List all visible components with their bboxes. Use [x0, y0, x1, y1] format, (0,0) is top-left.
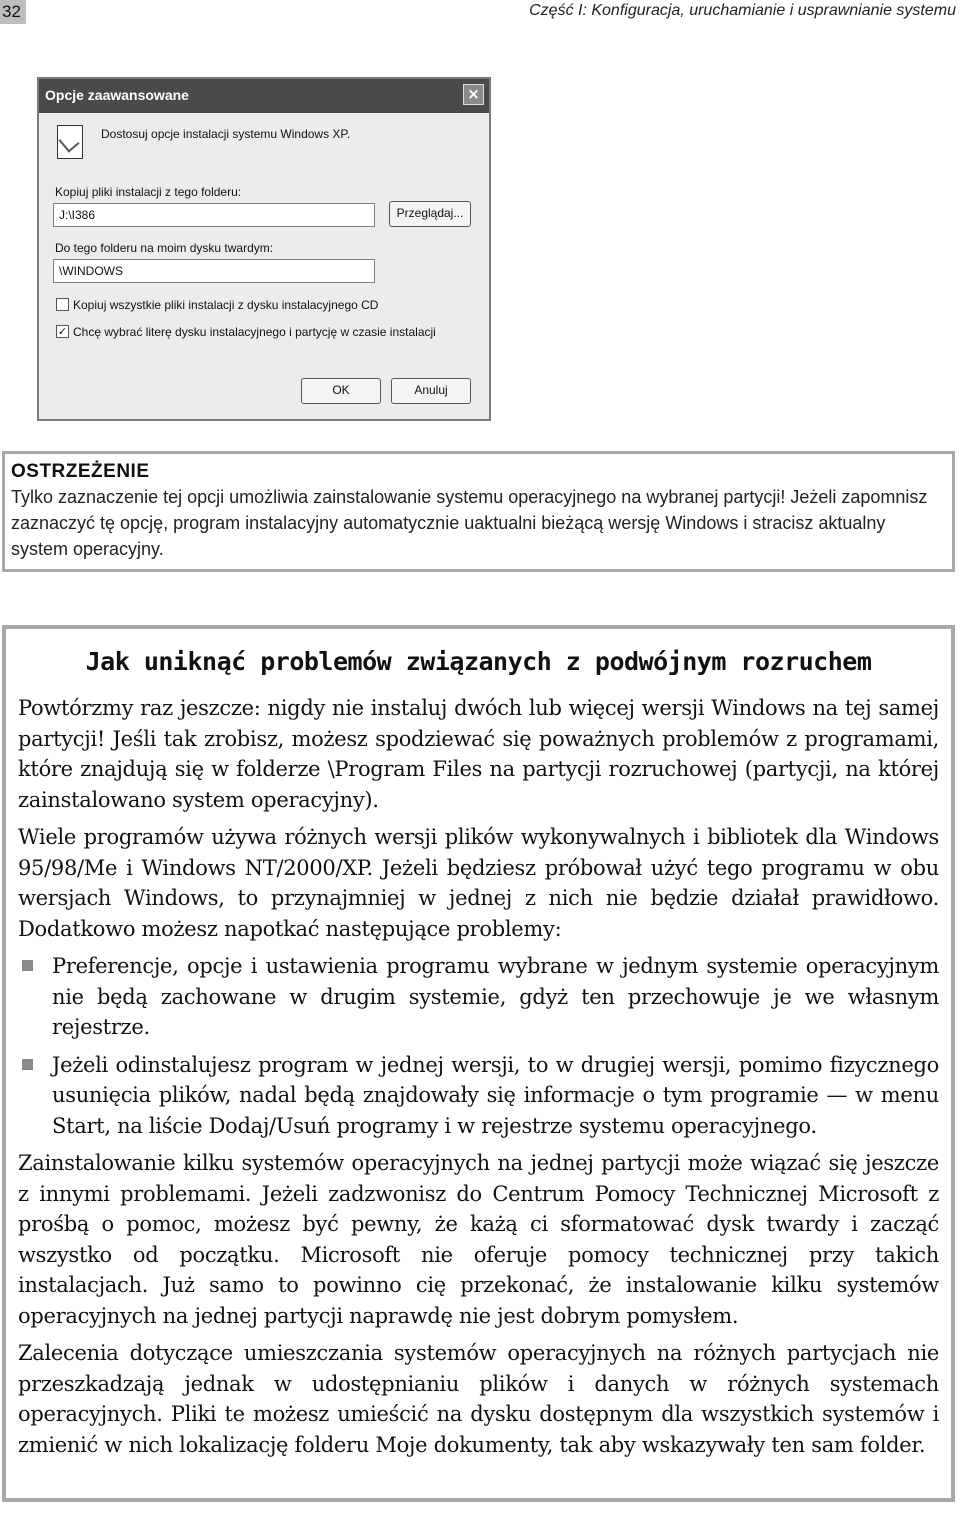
list-item-text: Jeżeli odinstalujesz program w jednej wersji, to w drugiej wersji, pomimo fizycznego usunięcia plików, nadal będą znajdowały się informacje o tym programie — w menu Start, na liście Dodaj/Usuń programy i w rejestrze systemu operacyjnego. — [52, 1052, 939, 1138]
copy-all-checkbox[interactable] — [56, 298, 69, 311]
page-number: 32 — [0, 0, 26, 24]
choose-partition-checkbox[interactable]: ✓ — [57, 325, 68, 338]
destination-input[interactable]: \WINDOWS — [53, 259, 375, 283]
copy-from-input[interactable]: J:\I386 — [53, 203, 375, 227]
bullet-square-icon — [22, 1059, 33, 1070]
bullet-square-icon — [22, 960, 33, 971]
copy-all-label: Kopiuj wszystkie pliki instalacji z dysku instalacyjnego CD — [73, 298, 379, 312]
dialog-titlebar — [39, 79, 489, 113]
sidebar-paragraph-2: Wiele programów używa różnych wersji plików wykonywalnych i bibliotek dla Windows 95/98/Me i Windows NT/2000/XP. Jeżeli będziesz próbował użyć tego programu w obu wersjach Windows, to przynajmniej w jednej z nich nie będzie działał prawidłowo. Dodatkowo możesz napotkać następujące problemy: — [18, 825, 939, 941]
close-icon[interactable]: × — [463, 84, 484, 105]
ok-button[interactable]: OK — [301, 378, 381, 404]
cancel-button[interactable]: Anuluj — [391, 378, 471, 404]
sidebar-heading: Jak uniknąć problemów związanych z podwójnym rozruchem — [85, 647, 872, 676]
list-item — [18, 951, 939, 1043]
sidebar-paragraph-1: Powtórzmy raz jeszcze: nigdy nie instaluj dwóch lub więcej wersji Windows na tej samej partycji! Jeśli tak zrobisz, możesz spodziewać się poważnych problemów z programami, które znajdują się w folderze \Program Files na partycji rozruchowej (partycji, na której zainstalowano system operacyjny). — [18, 696, 939, 812]
list-item — [18, 1050, 939, 1142]
choose-partition-label: Chcę wybrać literę dysku instalacyjnego i partycję w czasie instalacji — [73, 325, 436, 339]
sidebar-paragraph-3: Zainstalowanie kilku systemów operacyjnych na jednej partycji może wiązać się jeszcze z innymi problemami. Jeżeli zadzwonisz do Centrum Pomocy Technicznej Microsoft z prośbą o pomoc, możesz być pewny, że każą ci sformatować dysk twardy i zacząć wszystko od początku. Microsoft nie oferuje pomocy technicznej przy takich instalacjach. Już samo to powinno cię przekonać, że instalowanie kilku systemów operacyjnych na jednej partycji naprawdę nie jest dobrym pomysłem. — [18, 1151, 939, 1328]
warning-title: OSTRZEŻENIE — [11, 461, 150, 482]
list-item-text: Preferencje, opcje i ustawienia programu wybrane w jednym systemie operacyjnym nie będą zachowane w drugim systemie, gdyż ten przechowuje je we własnym rejestrze. — [52, 954, 939, 1039]
copy-from-label: Kopiuj pliki instalacji z tego folderu: — [55, 185, 242, 199]
browse-button[interactable]: Przeglądaj... — [389, 201, 471, 227]
problems-list — [18, 951, 939, 1141]
document-check-icon — [57, 125, 83, 159]
running-title: Część I: Konfiguracja, uruchamianie i usprawnianie systemu — [529, 2, 956, 19]
warning-text: Tylko zaznaczenie tej opcji umożliwia zainstalowanie systemu operacyjnego na wybranej partycji! Jeżeli zapomnisz zaznaczyć tę opcję, program instalacyjny automatycznie uaktualni bieżącą wersję Windows i stracisz aktualny system operacyjny. — [11, 487, 928, 559]
dialog-intro: Dostosuj opcje instalacji systemu Windows XP. — [101, 127, 351, 141]
sidebar-paragraph-4: Zalecenia dotyczące umieszczania systemów operacyjnych na różnych partycjach nie przeszkadzają jednak w udostępnianiu plików i danych w różnych systemach operacyjnych. Pliki te możesz umieścić na dysku dostępnym dla wszystkich systemów i zmienić w nich lokalizację folderu Moje dokumenty, tak aby wskazywały ten sam folder. — [18, 1341, 939, 1457]
warning-box — [2, 451, 955, 572]
dual-boot-sidebar — [2, 625, 955, 1502]
destination-label: Do tego folderu na moim dysku twardym: — [55, 241, 274, 255]
dialog-title: Opcje zaawansowane — [45, 87, 189, 103]
advanced-options-dialog — [37, 77, 491, 421]
